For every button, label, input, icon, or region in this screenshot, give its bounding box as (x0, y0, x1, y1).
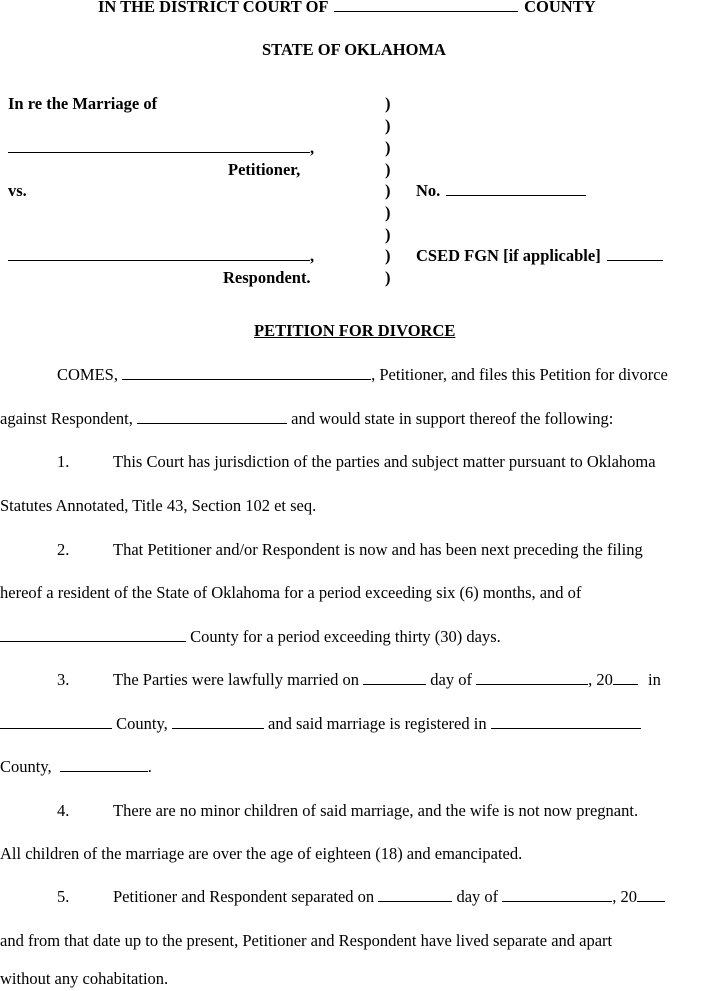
para-3-line-1: The Parties were lawfully married on day of , 20 in (113, 670, 661, 689)
vs-label: vs. (8, 181, 27, 200)
csed-fgn (416, 246, 663, 266)
petitioner-label: Petitioner, (228, 160, 301, 179)
marriage-month-blank[interactable] (476, 670, 588, 685)
petitioner-blank[interactable] (122, 365, 371, 380)
case-number (416, 181, 586, 201)
county-blank[interactable] (334, 0, 518, 12)
caption-paren: ) (385, 181, 391, 200)
para-5-number: 5. (57, 887, 70, 906)
para-1-line-2: Statutes Annotated, Title 43, Section 102 et seq. (0, 496, 317, 515)
para-5-line-1: Petitioner and Respondent separated on day of , 20 (113, 887, 665, 907)
respondent-label: Respondent. (223, 268, 311, 287)
csed-blank[interactable] (607, 246, 663, 261)
para-3-line-2: County, and said marriage is registered in (0, 714, 641, 734)
caption-paren: ) (385, 116, 391, 135)
para-4-line-1: There are no minor children of said marriage, and the wife is not now pregnant. (113, 801, 639, 820)
para-4-number: 4. (57, 801, 70, 820)
court-suffix: COUNTY (524, 0, 596, 16)
para-2-line-1: That Petitioner and/or Respondent is now and has been next preceding the filing (113, 540, 643, 559)
marriage-state-blank[interactable] (172, 714, 264, 729)
state-heading: STATE OF OKLAHOMA (262, 40, 446, 59)
court-prefix: IN THE DISTRICT COURT OF (98, 0, 328, 16)
marriage-county-blank[interactable] (0, 714, 112, 729)
case-number-label: No. (416, 181, 441, 200)
county-residence-blank[interactable] (0, 627, 186, 642)
caption-paren: ) (385, 94, 391, 113)
caption-paren: ) (385, 268, 391, 287)
caption-paren: ) (385, 225, 391, 244)
intro-line-2: against Respondent, and would state in support thereof the following: (0, 409, 614, 428)
para-1-number: 1. (57, 452, 70, 471)
para-4-line-2: All children of the marriage are over the age of eighteen (18) and emancipated. (0, 844, 523, 863)
respondent-name-line: , (8, 246, 314, 266)
petitioner-name-line: , (8, 138, 314, 158)
case-number-blank[interactable] (446, 181, 586, 196)
marriage-year-blank[interactable] (613, 670, 638, 685)
separation-year-blank[interactable] (637, 887, 665, 902)
respondent-blank[interactable] (137, 409, 287, 424)
registered-county-blank[interactable] (60, 757, 148, 772)
respondent-name-blank[interactable] (8, 246, 310, 261)
document-title: PETITION FOR DIVORCE (254, 321, 456, 340)
para-3-line-3: County, . (0, 757, 152, 776)
csed-label: CSED FGN [if applicable] (416, 246, 601, 265)
separation-day-blank[interactable] (378, 887, 452, 902)
petitioner-name-blank[interactable] (8, 138, 310, 153)
para-2-number: 2. (57, 540, 70, 559)
caption-paren: ) (385, 203, 391, 222)
in-re-label: In re the Marriage of (8, 94, 158, 113)
court-heading (98, 0, 596, 17)
para-1-line-1: This Court has jurisdiction of the parties and subject matter pursuant to Oklahoma (113, 452, 656, 471)
caption-paren: ) (385, 246, 391, 265)
caption-paren: ) (385, 160, 391, 179)
marriage-day-blank[interactable] (363, 670, 426, 685)
registered-blank[interactable] (491, 714, 641, 729)
intro-line-1: COMES, , Petitioner, and files this Petition for divorce (57, 365, 668, 384)
caption-paren: ) (385, 138, 391, 157)
para-3-number: 3. (57, 670, 70, 689)
para-5-line-3: without any cohabitation. (0, 969, 169, 988)
separation-month-blank[interactable] (502, 887, 612, 902)
para-5-line-2: and from that date up to the present, Petitioner and Respondent have lived separate and apart (0, 931, 613, 950)
para-2-line-2: hereof a resident of the State of Oklahoma for a period exceeding six (6) months, and of (0, 583, 582, 602)
para-2-line-3: County for a period exceeding thirty (30) days. (0, 627, 501, 647)
